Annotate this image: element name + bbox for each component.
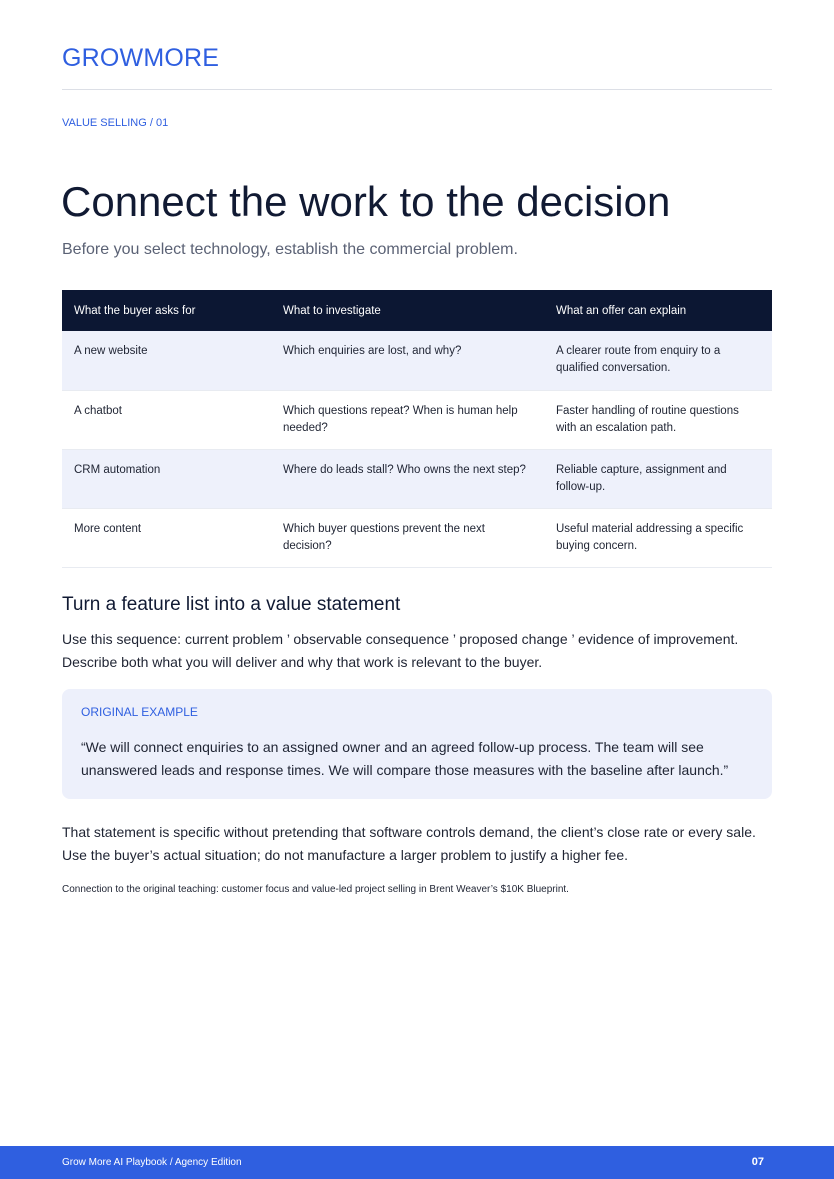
section-intro: Use this sequence: current problem ’ observable consequence ’ proposed change ’ evidence of improvement. Describe both what you will deliver and why that work is relevant to the buyer.	[62, 631, 739, 670]
table-cell: Reliable capture, assignment and follow-up.	[544, 449, 772, 508]
page-footer	[0, 1146, 834, 1179]
page-subtitle: Before you select technology, establish the commercial problem.	[62, 241, 518, 258]
table-cell: Where do leads stall? Who owns the next step?	[271, 449, 544, 508]
section-eyebrow: VALUE SELLING / 01	[62, 117, 169, 129]
table-header: What the buyer asks for	[62, 290, 271, 331]
callout-label: ORIGINAL EXAMPLE	[81, 705, 198, 719]
header-divider	[62, 89, 772, 90]
example-callout	[62, 689, 772, 799]
table-row	[62, 390, 772, 449]
buyer-request-table	[62, 290, 772, 568]
table-header: What to investigate	[271, 290, 544, 331]
callout-quote: “We will connect enquiries to an assigned owner and an agreed follow-up process. The team will see unanswered leads and response times. We will compare those measures with the baseline after launch.”	[81, 739, 729, 778]
table-cell: A clearer route from enquiry to a qualified conversation.	[544, 331, 772, 390]
table-cell: A chatbot	[62, 390, 271, 449]
table-cell: Faster handling of routine questions with an escalation path.	[544, 390, 772, 449]
table-row	[62, 508, 772, 567]
table-cell: Which buyer questions prevent the next decision?	[271, 508, 544, 567]
table-cell: Useful material addressing a specific buying concern.	[544, 508, 772, 567]
section-heading: Turn a feature list into a value statement	[62, 594, 401, 615]
table-row	[62, 449, 772, 508]
table-cell: More content	[62, 508, 271, 567]
source-note: Connection to the original teaching: customer focus and value-led project selling in Brent Weaver’s $10K Blueprint.	[62, 884, 569, 895]
table-cell: A new website	[62, 331, 271, 390]
closing-paragraph: That statement is specific without pretending that software controls demand, the client’s close rate or every sale. Use the buyer’s actual situation; do not manufacture a larger problem to justify a higher fee.	[62, 824, 756, 863]
table-cell: CRM automation	[62, 449, 271, 508]
table-header-row	[62, 290, 772, 331]
table-cell: Which questions repeat? When is human help needed?	[271, 390, 544, 449]
page-title: Connect the work to the decision	[61, 178, 671, 225]
table-cell: Which enquiries are lost, and why?	[271, 331, 544, 390]
footer-title: Grow More AI Playbook / Agency Edition	[62, 1157, 242, 1168]
table-row	[62, 331, 772, 390]
brand-wordmark: GROWMORE	[62, 44, 220, 72]
page-number: 07	[751, 1156, 764, 1168]
table-header: What an offer can explain	[544, 290, 772, 331]
